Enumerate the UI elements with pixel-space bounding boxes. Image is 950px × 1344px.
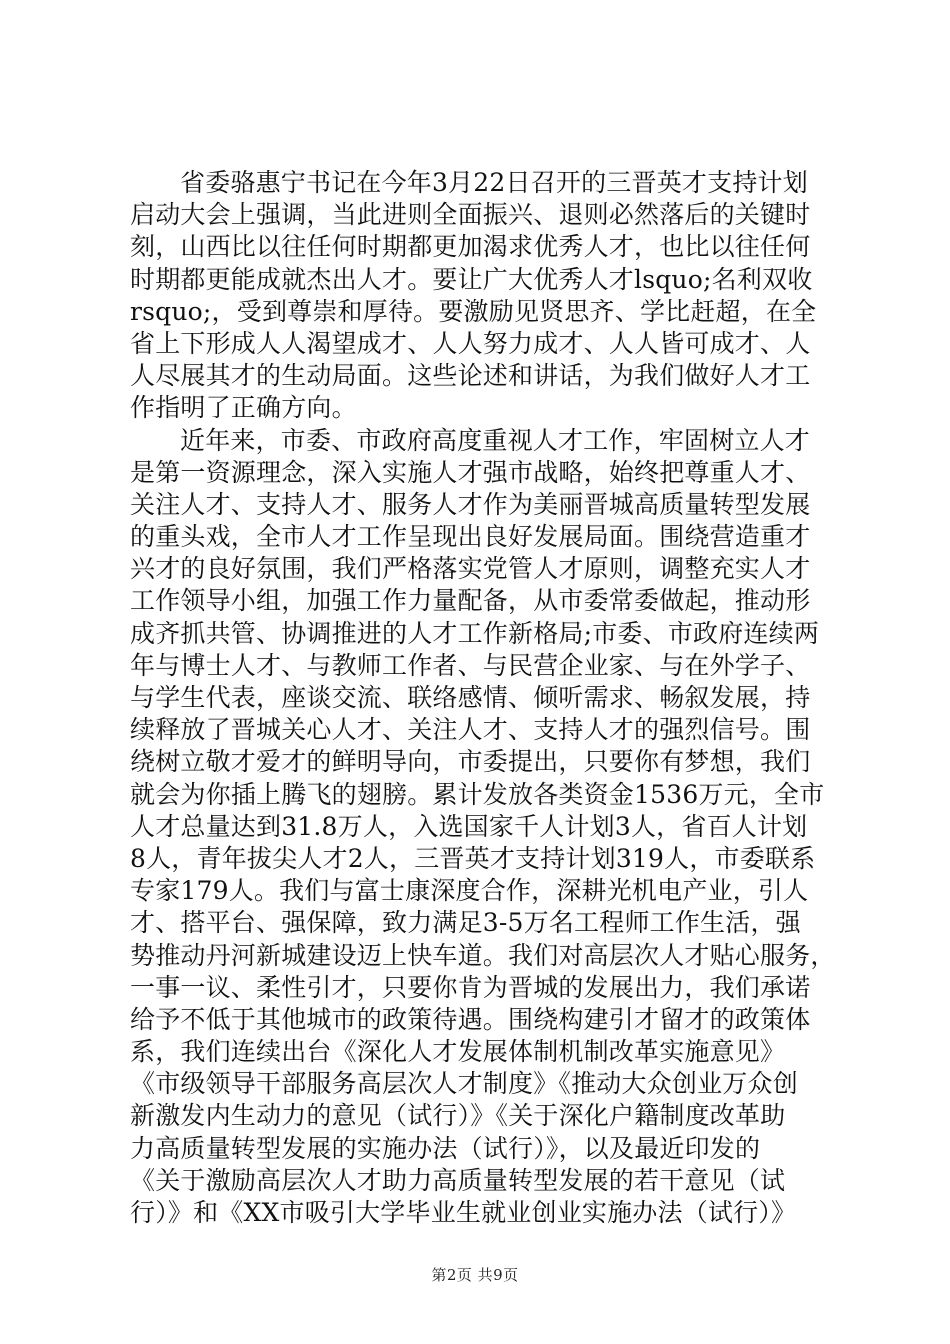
text-line: 省委骆惠宁书记在今年3月22日召开的三晋英才支持计划 (180, 168, 808, 197)
text-line: rsquo;，受到尊崇和厚待。要激励见贤思齐、学比赶超，在全 (130, 296, 817, 326)
text-line: 兴才的良好氛围，我们严格落实党管人才原则，调整充实人才 (130, 554, 811, 584)
paragraph-2 (130, 425, 836, 1230)
text-line: 人才总量达到31.8万人，入选国家千人计划3人，省百人计划 (130, 811, 808, 841)
text-line: 作指明了正确方向。 (130, 393, 357, 423)
text-line: 年与博士人才、与教师工作者、与民营企业家、与在外学子、 (130, 650, 811, 680)
text-line: 力高质量转型发展的实施办法（试行）》，以及最近印发的 (130, 1133, 761, 1163)
text-line: 关注人才、支持人才、服务人才作为美丽晋城高质量转型发展 (130, 489, 811, 519)
text-line: 工作领导小组，加强工作力量配备，从市委常委做起，推动形 (130, 586, 811, 616)
text-line: 才、搭平台、强保障，致力满足3-5万名工程师工作生活，强 (130, 908, 801, 938)
text-line: 绕树立敬才爱才的鲜明导向，市委提出，只要你有梦想，我们 (130, 747, 811, 777)
text-line: 就会为你插上腾飞的翅膀。累计发放各类资金1536万元，全市 (130, 779, 825, 809)
paragraph-1 (130, 167, 830, 425)
text-line: 行）》和《XX市吸引大学毕业生就业创业实施办法（试行）》 (130, 1198, 797, 1227)
text-line: 8人，青年拔尖人才2人，三晋英才支持计划319人，市委联系 (130, 843, 816, 873)
text-line: 时期都更能成就杰出人才。要让广大优秀人才lsquo;名利双收 (130, 264, 813, 294)
text-line: 续释放了晋城关心人才、关注人才、支持人才的强烈信号。围 (130, 715, 811, 745)
text-line: 成齐抓共管、协调推进的人才工作新格局;市委、市政府连续两 (130, 618, 820, 648)
text-line: 近年来，市委、市政府高度重视人才工作，牢固树立人才 (180, 425, 811, 455)
text-line: 是第一资源理念，深入实施人才强市战略，始终把尊重人才、 (130, 457, 811, 487)
text-line: 的重头戏，全市人才工作呈现出良好发展局面。围绕营造重才 (130, 522, 811, 552)
page-footer: 第2页 共9页 (431, 1266, 519, 1284)
text-line: 人尽展其才的生动局面。这些论述和讲话，为我们做好人才工 (130, 361, 811, 391)
text-line: 省上下形成人人渴望成才、人人努力成才、人人皆可成才、人 (130, 328, 811, 358)
document-body (130, 167, 836, 1229)
text-line: 专家179人。我们与富士康深度合作，深耕光机电产业，引人 (130, 876, 809, 906)
text-line: 与学生代表，座谈交流、联络感情、倾听需求、畅叙发展，持 (130, 683, 811, 712)
text-line: 一事一议、柔性引才，只要你肯为晋城的发展出力，我们承诺 (130, 972, 811, 1002)
text-line: 系，我们连续出台《深化人才发展体制机制改革实施意见》 (130, 1037, 786, 1067)
text-line: 给予不低于其他城市的政策待遇。围绕构建引才留才的政策体 (130, 1004, 811, 1034)
text-line: 新激发内生动力的意见（试行）》《关于深化户籍制度改革助 (130, 1101, 786, 1131)
text-line: 《市级领导干部服务高层次人才制度》《推动大众创业万众创 (130, 1069, 798, 1099)
text-line: 刻，山西比以往任何时期都更加渴求优秀人才，也比以往任何 (130, 232, 811, 262)
text-line: 启动大会上强调，当此进则全面振兴、退则必然落后的关键时 (130, 200, 811, 230)
text-line: 《关于激励高层次人才助力高质量转型发展的若干意见（试 (130, 1165, 786, 1195)
text-line: 势推动丹河新城建设迈上快车道。我们对高层次人才贴心服务， (130, 940, 836, 970)
